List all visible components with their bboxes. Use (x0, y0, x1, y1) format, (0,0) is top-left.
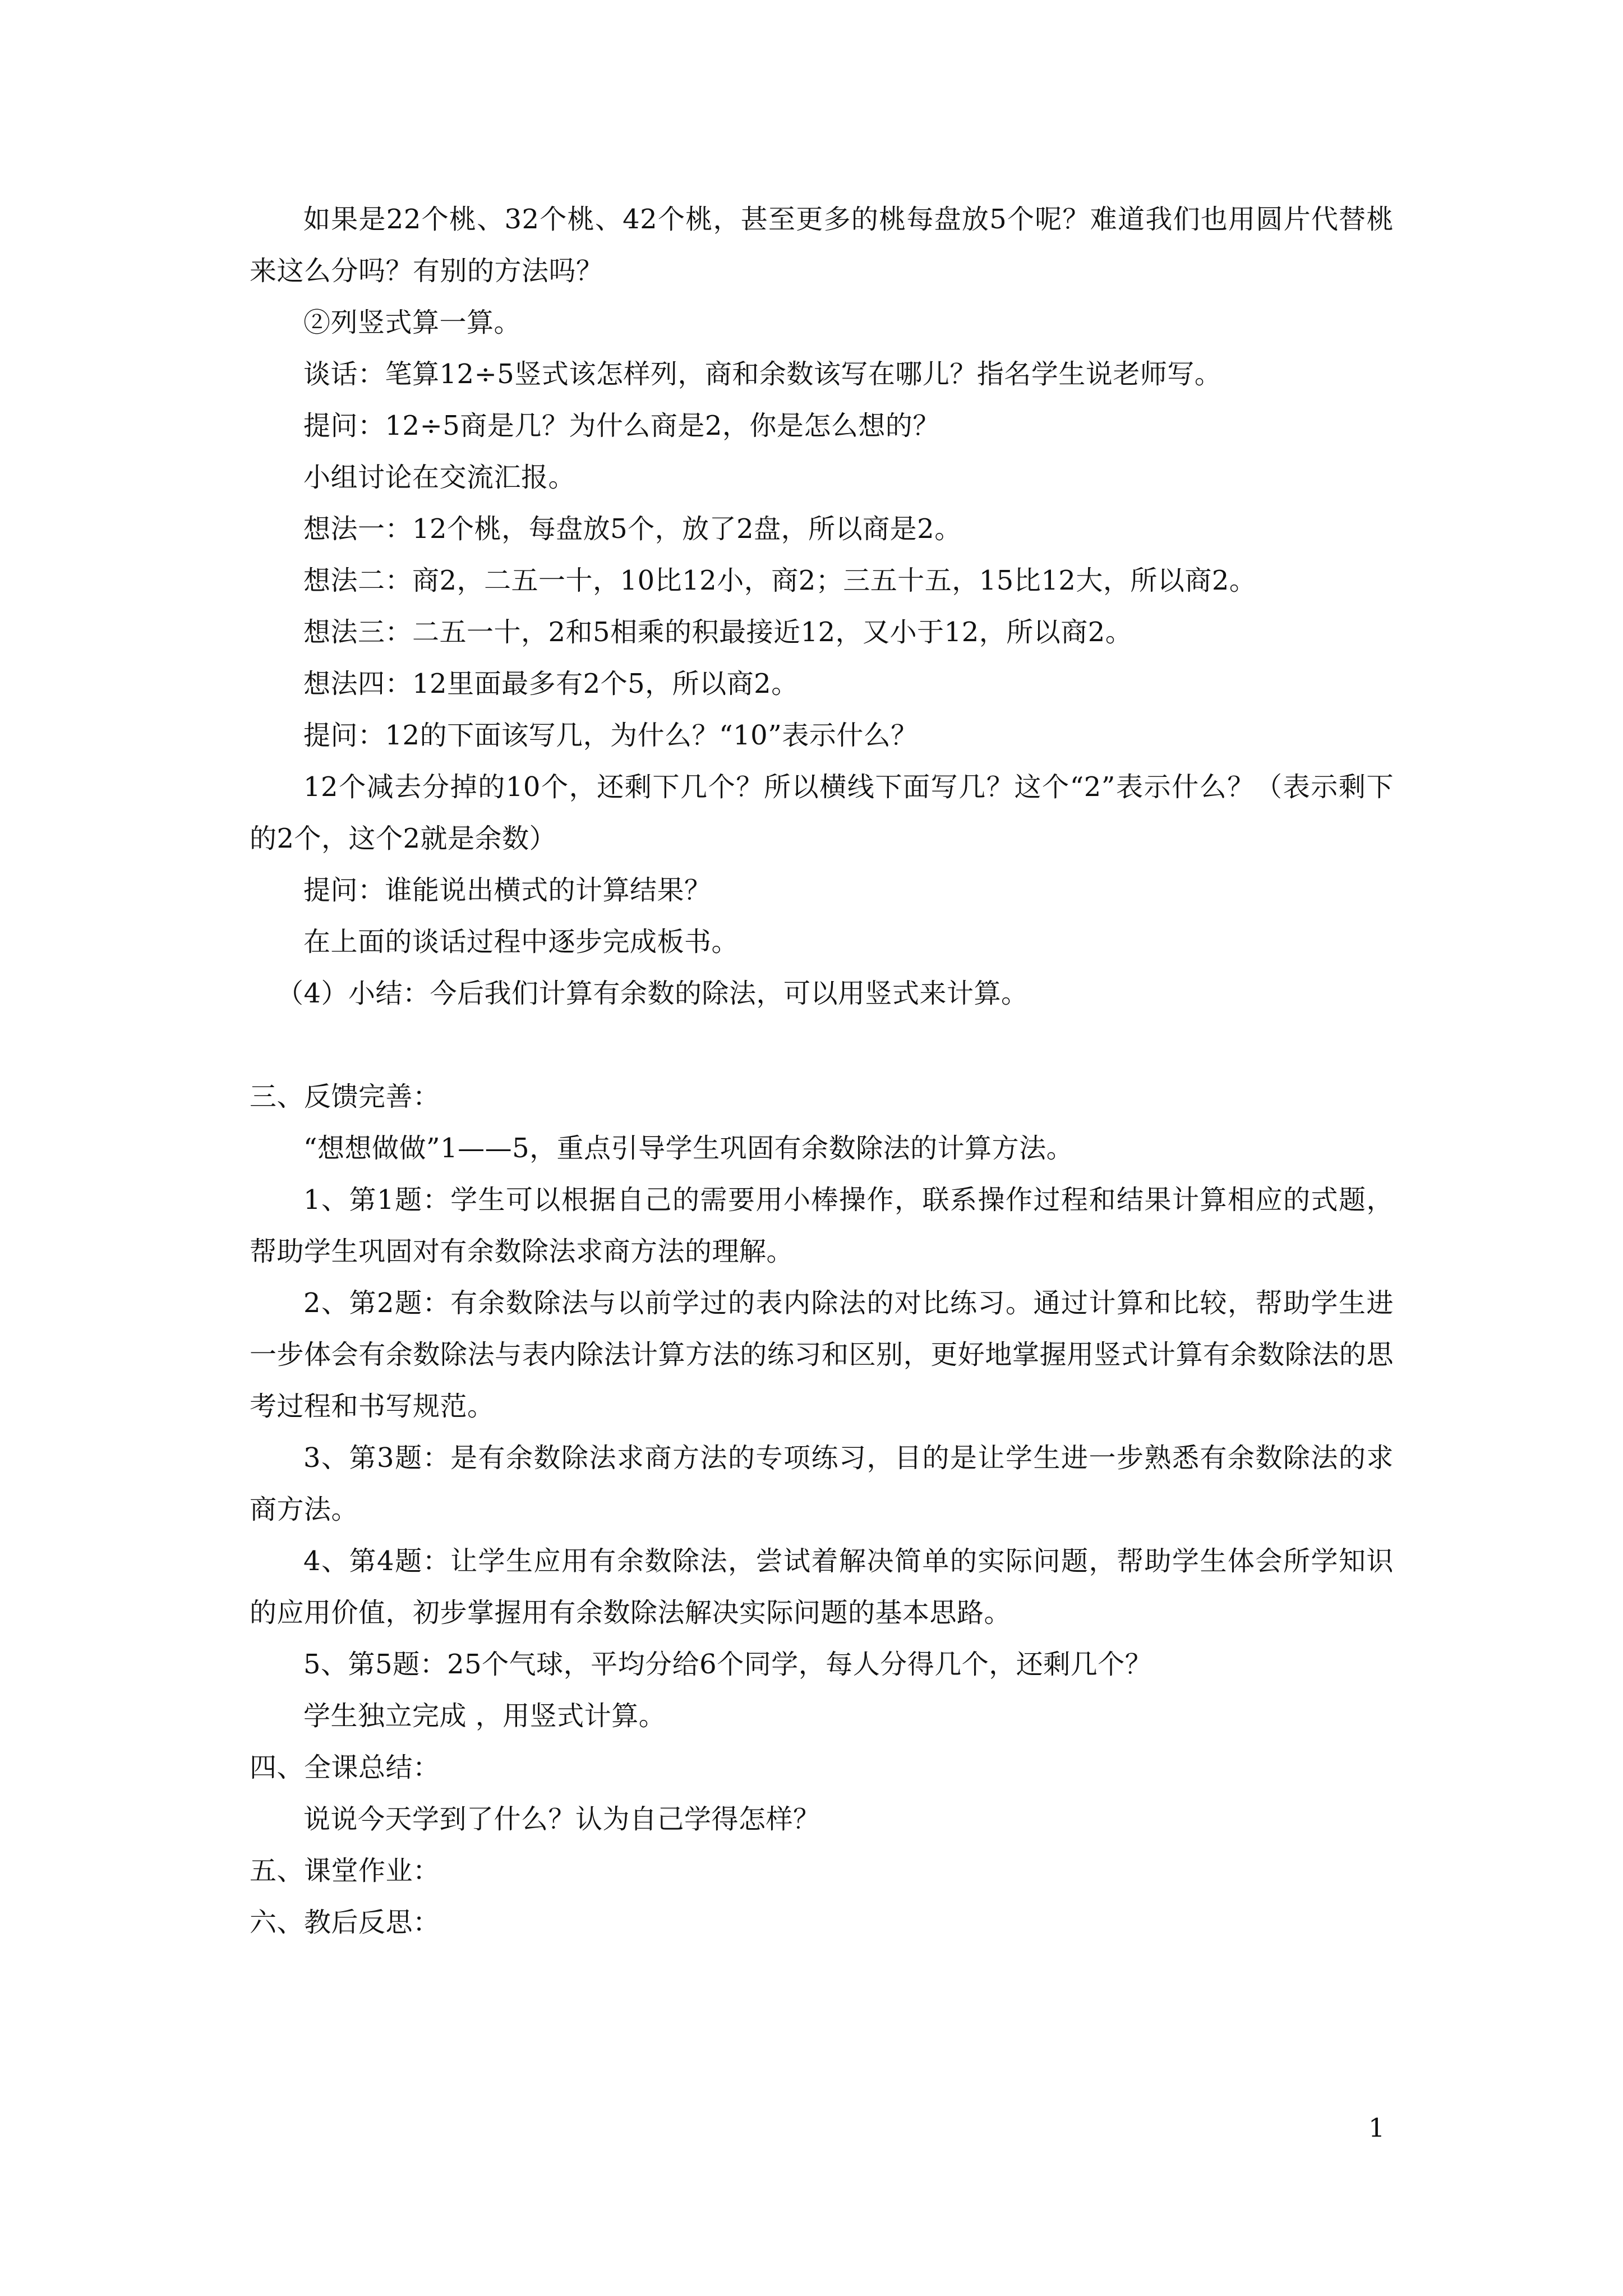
section-teaching-reflection-heading: 六、教后反思： (250, 1907, 440, 1938)
document-body (250, 194, 1394, 1948)
paragraph-method-one: 想法一：12个桃，每盘放5个，放了2盘，所以商是2。 (303, 513, 962, 545)
paragraph-reflection-question: 说说今天学到了什么？认为自己学得怎样？ (303, 1803, 820, 1835)
section-feedback-heading: 三、反馈完善： (250, 1081, 440, 1112)
paragraph-blackboard: 在上面的谈话过程中逐步完成板书。 (303, 926, 739, 958)
paragraph-independent-work: 学生独立完成 ，用竖式计算。 (303, 1700, 666, 1732)
paragraph-method-two: 想法二：商2，二五一十，10比12小，商2；三五十五，15比12大，所以商2。 (303, 565, 1257, 596)
paragraph-exercise-five: 5、第5题：25个气球，平均分给6个同学，每人分得几个，还剩几个？ (303, 1649, 1152, 1680)
paragraph-remainder-explanation: 12个减去分掉的10个，还剩下几个？所以横线下面写几？这个“2”表示什么？（表示剩下的2个，这个2就是余数） (250, 771, 1394, 854)
paragraph-exercise-three: 3、第3题：是有余数除法求商方法的专项练习，目的是让学生进一步熟悉有余数除法的求商方法。 (250, 1442, 1394, 1525)
paragraph-group-discussion: 小组讨论在交流汇报。 (303, 462, 576, 493)
paragraph-horizontal-result: 提问：谁能说出横式的计算结果？ (303, 875, 712, 906)
paragraph-question-ten: 提问：12的下面该写几，为什么？“10”表示什么？ (303, 720, 918, 751)
section-homework-heading: 五、课堂作业： (250, 1855, 440, 1887)
paragraph-practice-overview: “想想做做”1——5，重点引导学生巩固有余数除法的计算方法。 (303, 1133, 1074, 1164)
paragraph-exercise-one: 1、第1题：学生可以根据自己的需要用小棒操作，联系操作过程和结果计算相应的式题，帮助学生巩固对有余数除法求商方法的理解。 (250, 1184, 1394, 1267)
section-summary-heading: 四、全课总结： (250, 1752, 440, 1783)
paragraph-gap (250, 1019, 1394, 1071)
paragraph-exercise-four: 4、第4题：让学生应用有余数除法，尝试着解决简单的实际问题，帮助学生体会所学知识的应用价值，初步掌握用有余数除法解决实际问题的基本思路。 (250, 1545, 1394, 1628)
paragraph-exercise-two: 2、第2题：有余数除法与以前学过的表内除法的对比练习。通过计算和比较，帮助学生进一步体会有余数除法与表内除法计算方法的练习和区别，更好地掌握用竖式计算有余数除法的思考过程和书写规范。 (250, 1287, 1394, 1422)
paragraph-method-four: 想法四：12里面最多有2个5，所以商2。 (303, 668, 799, 700)
paragraph-question-quotient: 提问：12÷5商是几？为什么商是2，你是怎么想的？ (303, 410, 940, 441)
paragraph-summary: （4）小结：今后我们计算有余数的除法，可以用竖式来计算。 (276, 978, 1029, 1009)
page-number: 1 (1368, 2113, 1385, 2143)
paragraph-method-three: 想法三：二五一十，2和5相乘的积最接近12，又小于12，所以商2。 (303, 616, 1133, 648)
paragraph-question-intro: 如果是22个桃、32个桃、42个桃，甚至更多的桃每盘放5个呢？难道我们也用圆片代替桃来这么分吗？有别的方法吗？ (250, 204, 1394, 287)
paragraph-vertical-calculation: ②列竖式算一算。 (303, 307, 522, 338)
paragraph-dialogue: 谈话：笔算12÷5竖式该怎样列，商和余数该写在哪儿？指名学生说老师写。 (303, 358, 1222, 390)
